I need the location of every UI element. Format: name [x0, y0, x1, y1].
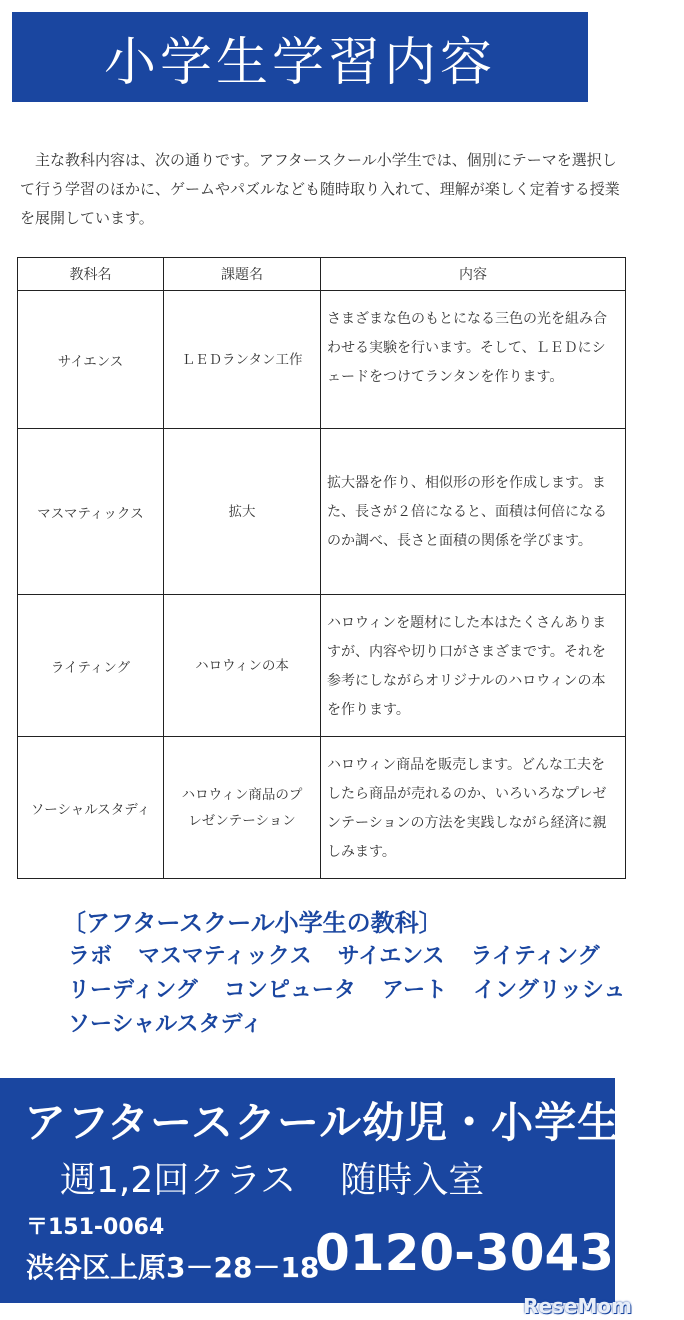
class-frequency: 週1,2回クラス	[60, 1160, 297, 1201]
topic-cell: 拡大	[164, 429, 321, 595]
contact-banner	[0, 1078, 684, 1303]
subject-item: ライティング	[470, 944, 600, 969]
topic-cell: ＬＥＤランタン工作	[164, 291, 321, 429]
subject-item: ラボ	[68, 944, 113, 969]
subject-cell: ソーシャルスタディ	[18, 737, 164, 879]
header-topic: 課題名	[164, 258, 321, 291]
enrollment-info: 随時入室	[340, 1160, 485, 1201]
school-name: アフタースクール幼児・小学生	[24, 1098, 621, 1147]
table-row	[18, 737, 626, 879]
intro-paragraph: 主な教科内容は、次の通りです。アフタースクール小学生では、個別にテーマを選択して行う学習のほかに、ゲームやパズルなども随時取り入れて、理解が楽しく定着する授業を展開しています。	[20, 151, 620, 227]
subject-list-line	[68, 940, 622, 974]
subject-item: リーディング	[68, 978, 198, 1003]
watermark-logo: ReseMom	[523, 1294, 632, 1318]
subject-item: マスマティックス	[138, 944, 312, 969]
subject-item: ソーシャルスタディ	[68, 1012, 263, 1037]
subject-list-line	[68, 974, 626, 1008]
subjects-table	[17, 257, 626, 879]
address: 渋谷区上原3－28－18	[26, 1251, 320, 1284]
topic-cell: ハロウィン商品のプレゼンテーション	[164, 737, 321, 879]
subject-item: イングリッシュ	[473, 978, 626, 1003]
content-cell: ハロウィンを題材にした本はたくさんありますが、内容や切り口がさまざまです。それを参考にしながらオリジナルのハロウィンの本を作ります。	[321, 595, 626, 737]
table-row	[18, 595, 626, 737]
subject-list	[62, 906, 626, 1042]
table-row	[18, 291, 626, 429]
header-content: 内容	[321, 258, 626, 291]
subject-cell: マスマティックス	[18, 429, 164, 595]
subject-item: サイエンス	[337, 944, 445, 969]
content-cell: 拡大器を作り、相似形の形を作成します。また、長さが２倍になると、面積は何倍になるのか調べ、長さと面積の関係を学びます。	[321, 429, 626, 595]
table-row	[18, 429, 626, 595]
class-info	[60, 1152, 484, 1203]
header-subject: 教科名	[18, 258, 164, 291]
subject-list-line	[68, 1008, 622, 1042]
postal-code: 〒151-0064	[26, 1215, 165, 1240]
phone-number: 0120-304301	[315, 1224, 684, 1282]
subject-list-heading: 〔アフタースクール小学生の教科〕	[62, 909, 443, 937]
page-title: 小学生学習内容	[12, 12, 588, 102]
subject-cell: サイエンス	[18, 291, 164, 429]
topic-cell: ハロウィンの本	[164, 595, 321, 737]
content-cell: ハロウィン商品を販売します。どんな工夫をしたら商品が売れるのか、いろいろなプレゼンテーションの方法を実践しながら経済に親しみます。	[321, 737, 626, 879]
subject-cell: ライティング	[18, 595, 164, 737]
content-cell: さまざまな色のもとになる三色の光を組み合わせる実験を行います。そして、ＬＥＤにシェードをつけてランタンを作ります。	[321, 291, 626, 429]
subject-item: アート	[381, 978, 448, 1003]
subject-item: コンピュータ	[223, 978, 356, 1003]
table-header-row	[18, 258, 626, 291]
